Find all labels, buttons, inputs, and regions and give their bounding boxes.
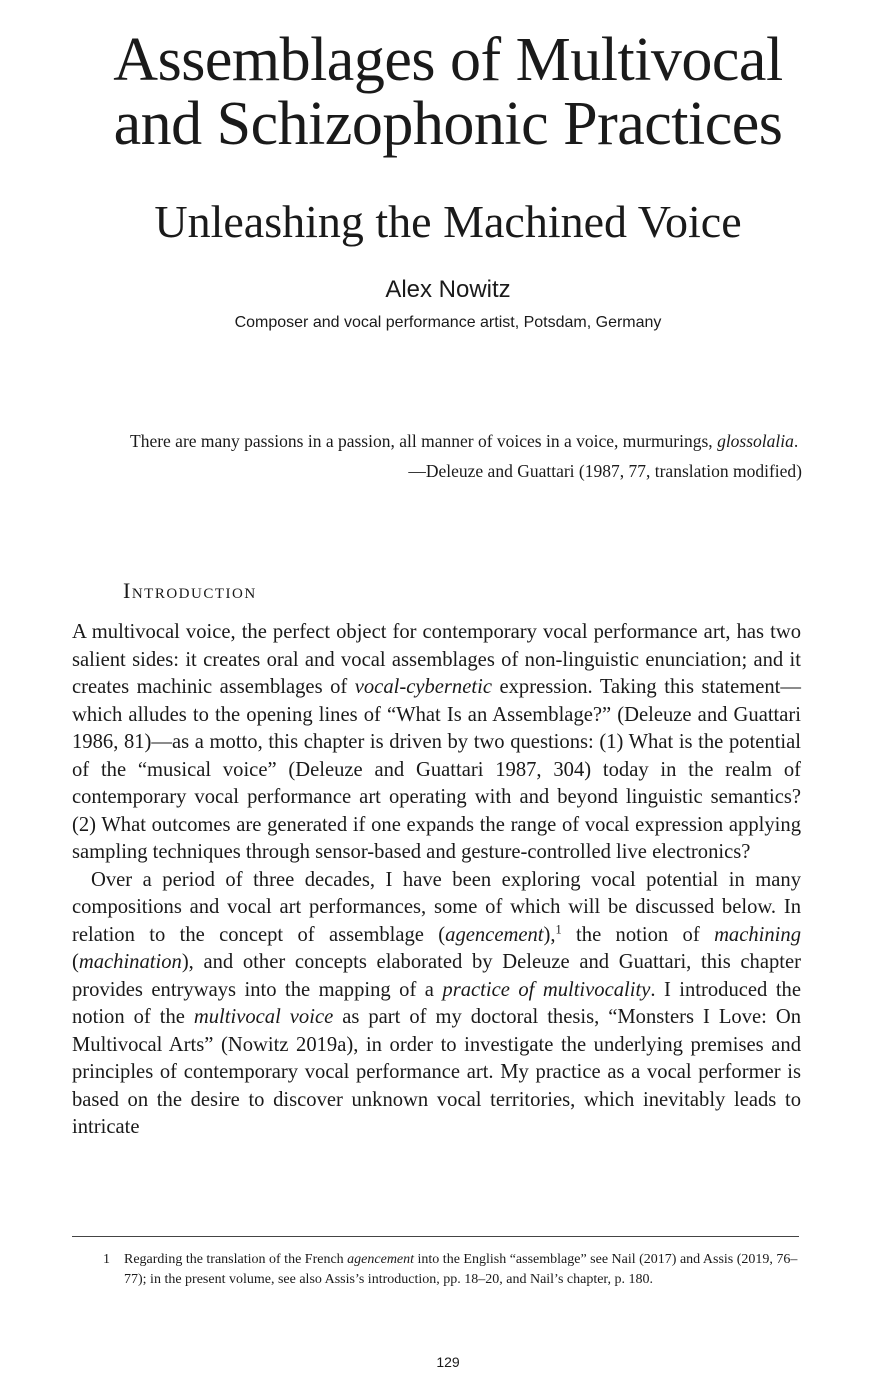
paragraph-2-text-e: ), and other concepts elaborated by Deleuze and Guattari, this chapter provides entryways into the mapping of a — [72, 951, 801, 1001]
paragraph-2-text-b: ), — [543, 923, 556, 946]
paragraph-2 — [72, 867, 801, 1142]
epigraph-quote — [130, 430, 802, 453]
footnote-number: 1 — [103, 1252, 110, 1267]
footnote-text-b: into the English “assemblage” see Nail (2017) and Assis (2019, 76–77); in the present volume, see also Assis’s introduction, pp. 18–20, and Nail’s chapter, p. 180. — [124, 1252, 798, 1287]
paragraph-1-text-b: expression. Taking this statement—which alludes to the opening lines of “What Is an Assemblage?” (Deleuze and Guattari 1986, 81)—as a motto, this chapter is driven by two questions: (1) What is the potential of the “musical voice” (Deleuze and Guattari 1987, 304) today in the realm of contemporary vocal performance art operating with and beyond linguistic semantics? (2) What outcomes are generated if one expands the range of vocal expression applying sampling techniques through sensor-based and gesture-controlled live electronics? — [72, 676, 801, 863]
body-text — [72, 619, 801, 1142]
epigraph-source: —Deleuze and Guattari (1987, 77, translation modified) — [408, 461, 802, 481]
paragraph-2-italic-c: machination — [78, 951, 182, 973]
epigraph — [130, 430, 802, 483]
footnote-1 — [103, 1250, 803, 1290]
author-affiliation: Composer and vocal performance artist, Potsdam, Germany — [234, 314, 662, 331]
paragraph-2-text-c: the notion of — [561, 923, 715, 946]
paragraph-2-italic-e: multivocal voice — [193, 1006, 334, 1028]
footnote-text-a: Regarding the translation of the French — [124, 1252, 348, 1267]
paragraph-1 — [72, 619, 801, 867]
paragraph-2-italic-d: practice of multivocality — [442, 978, 651, 1001]
paragraph-2-text-d: ( — [72, 951, 79, 973]
epigraph-quote-end: . — [793, 431, 799, 451]
author-name: Alex Nowitz — [385, 276, 511, 303]
chapter-title-line-1: Assemblages of Multivocal — [113, 26, 783, 94]
paragraph-1-italic-a: vocal-cybernetic — [354, 676, 492, 698]
footnote-divider — [72, 1236, 799, 1237]
footnote-italic: agencement — [347, 1252, 415, 1267]
footnote-reference[interactable]: 1 — [555, 922, 562, 937]
chapter-title — [40, 28, 856, 156]
section-heading: Introduction — [123, 578, 257, 603]
paragraph-2-text-g: as part of my doctoral thesis, “Monsters I Love: On Multivocal Arts” (Nowitz 2019a), in order to investigate the underlying premises and principles of contemporary vocal performance art. My practice as a vocal performer is based on the desire to discover unknown vocal territories, which inevitably leads to intricate — [72, 1006, 802, 1138]
chapter-subtitle: Unleashing the Machined Voice — [154, 196, 742, 247]
chapter-title-line-2: and Schizophonic Practices — [113, 90, 783, 158]
paragraph-2-italic-b: machining — [714, 923, 802, 946]
footnote-text — [124, 1250, 803, 1290]
page-number: 129 — [436, 1354, 460, 1370]
paragraph-2-italic-a: agencement — [445, 923, 544, 946]
epigraph-quote-italic: glossolalia — [717, 431, 794, 451]
paragraph-2-text-f: . I introduced the notion of the — [72, 978, 801, 1028]
epigraph-quote-text: There are many passions in a passion, all manner of voices in a voice, murmurings, — [130, 431, 718, 451]
paragraph-2-text-a: Over a period of three decades, I have been exploring vocal potential in many compositions and vocal art performances, some of which will be discussed below. In relation to the concept of assemblage ( — [72, 868, 801, 946]
paragraph-1-text-a: A multivocal voice, the perfect object for contemporary vocal performance art, has two salient sides: it creates oral and vocal assemblages of non-linguistic enunciation; and it creates machinic assemblages of — [72, 621, 801, 698]
